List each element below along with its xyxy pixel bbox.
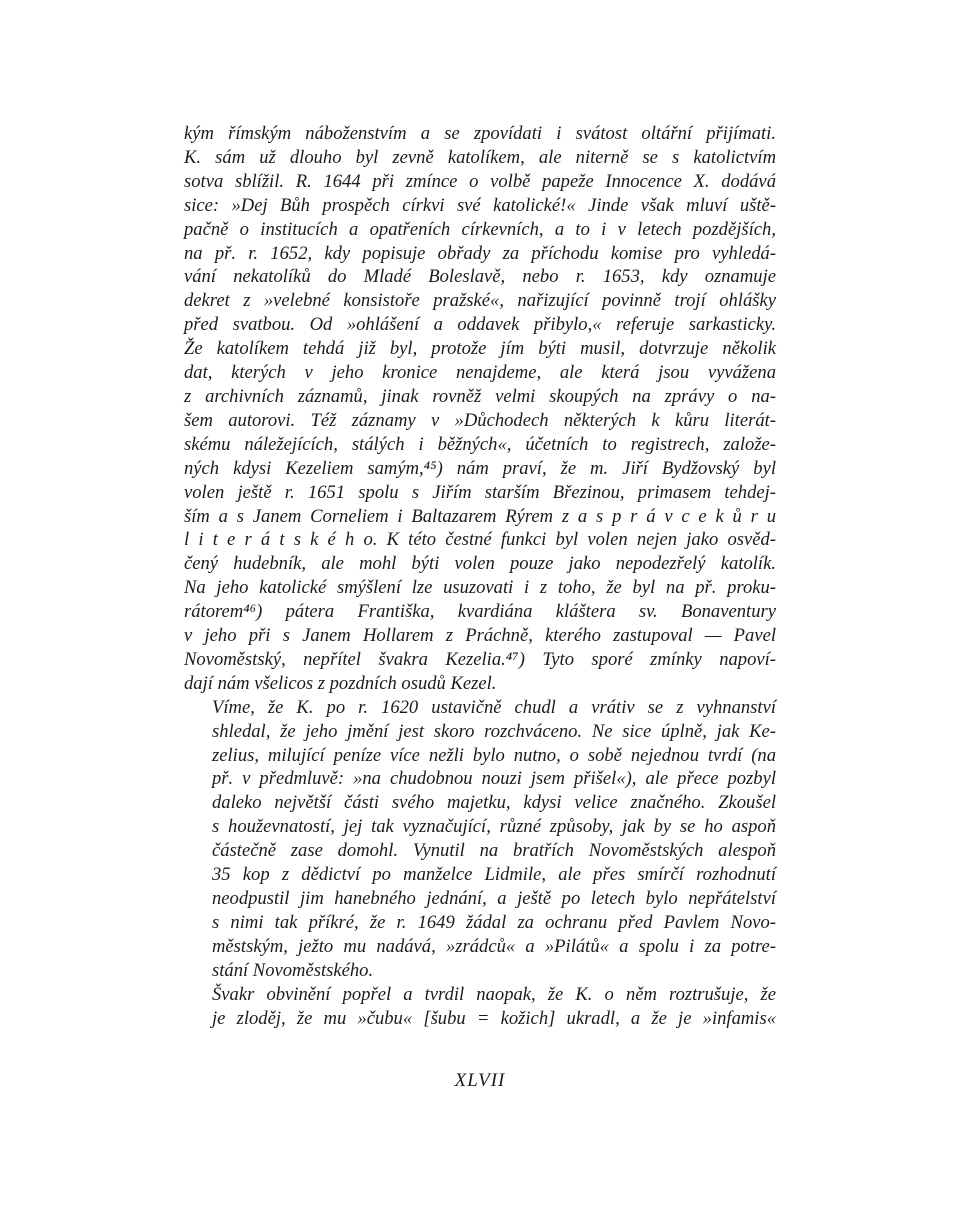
text-line: v jeho při s Janem Hollarem z Práchně, kterého zastupoval — Pavel	[184, 625, 776, 647]
text-line: dekret z »velebné konsistoře pražské«, nařizující povinně trojí ohlášky	[184, 290, 776, 312]
text-line: čený hudebník, ale mohl býti volen pouze jako nepodezřelý katolík.	[184, 553, 776, 575]
text-line: volen ještě r. 1651 spolu s Jiřím starším Březinou, primasem tehdej-	[184, 481, 776, 503]
paragraph-2	[184, 696, 776, 983]
text-line: K. sám už dlouho byl zevně katolíkem, ale niterně se s katolictvím	[184, 146, 776, 168]
text-line: shledal, že jeho jmění jest skoro rozchváceno. Ne sice úplně, jak Ke-	[212, 720, 776, 742]
text-line: ším a s Janem Corneliem i Baltazarem Rýrem z a s p r á v c e k ů r u	[184, 505, 776, 527]
text-line: Švakr obvinění popřel a tvrdil naopak, že K. o něm roztrušuje, že	[212, 983, 776, 1005]
text-line: ných kdysi Kezeliem samým,⁴⁵) nám praví, že m. Jiří Bydžovský byl	[184, 457, 776, 479]
text-line: kým římským náboženstvím a se zpovídati i svátost oltářní přijímati.	[184, 123, 776, 144]
text-line: z archivních záznamů, jinak rovněž velmi skoupých na zprávy o na-	[184, 385, 776, 407]
text-line: daleko největší části svého majetku, kdysi velice značného. Zkoušel	[212, 792, 776, 814]
page-body	[184, 122, 776, 1030]
paragraph-1	[184, 122, 776, 696]
text-line: městským, ježto mu nadává, »zrádců« a »Pilátů« a spolu i za potre-	[212, 935, 776, 957]
text-line: před svatbou. Od »ohlášení a oddavek přibylo,« referuje sarkasticky.	[184, 314, 776, 336]
text-line: Víme, že K. po r. 1620 ustavičně chudl a vrátiv se z vyhnanství	[212, 696, 776, 718]
text-line: neodpustil jim hanebného jednání, a ještě po letech bylo nepřátelství	[212, 888, 776, 909]
text-line: na př. r. 1652, kdy popisuje obřady za příchodu komise pro vyhledá-	[184, 242, 776, 264]
text-line: Na jeho katolické smýšlení lze usuzovati i z toho, že byl na př. proku-	[184, 577, 776, 599]
text-line: šem autorovi. Též záznamy v »Důchodech některých k kůru literát-	[184, 409, 776, 431]
text-line: rátorem⁴⁶) pátera Františka, kvardiána kláštera sv. Bonaventury	[184, 601, 776, 623]
page-number: XLVII	[454, 1070, 506, 1091]
text-line: dají nám všelicos z pozdních osudů Kezel.	[184, 672, 497, 694]
text-line: pačně o institucích a opatřeních církevních, a to i v letech pozdějších,	[184, 218, 776, 240]
text-line: stání Novoměstského.	[212, 959, 374, 981]
text-line: vání nekatolíků do Mladé Boleslavě, nebo r. 1653, kdy oznamuje	[184, 266, 776, 288]
text-line: skému náležejících, stálých i běžných«, účetních to registrech, založe-	[184, 433, 776, 455]
text-line: je zloděj, že mu »čubu« [šubu = kožich] ukradl, a že je »infamis«	[212, 1007, 776, 1029]
text-line: př. v předmluvě: »na chudobnou nouzi jsem přišel«), ale přece pozbyl	[212, 768, 776, 790]
text-line: 35 kop z dědictví po manželce Lidmile, ale přes smírčí rozhodnutí	[212, 864, 776, 886]
paragraph-3	[184, 983, 776, 1031]
text-line: částečně zase domohl. Vynutil na bratřích Novoměstských alespoň	[212, 840, 776, 862]
text-line: Že katolíkem tehdá již byl, protože jím býti musil, dotvrzuje několik	[184, 338, 776, 360]
text-line: s houževnatostí, jej tak vyznačující, různé způsoby, jak by se ho aspoň	[212, 816, 776, 838]
text-line: dat, kterých v jeho kronice nenajdeme, ale která jsou vyvážena	[184, 362, 776, 384]
text-line: Novoměstský, nepřítel švakra Kezelia.⁴⁷) Tyto sporé zmínky napoví-	[184, 648, 776, 670]
text-line: sotva sblížil. R. 1644 při zmínce o volbě papeže Innocence X. dodává	[184, 170, 776, 192]
text-line: zelius, milující peníze více nežli bylo nutno, o sobě nejednou tvrdí (na	[212, 744, 776, 766]
text-line: l i t e r á t s k é h o. K této čestné funkci byl volen nejen jako osvěd-	[184, 529, 776, 551]
text-line: sice: »Dej Bůh prospěch církvi své katolické!« Jinde však mluví uště-	[184, 194, 776, 216]
text-line: s nimi tak příkré, že r. 1649 žádal za ochranu před Pavlem Novo-	[212, 911, 776, 933]
